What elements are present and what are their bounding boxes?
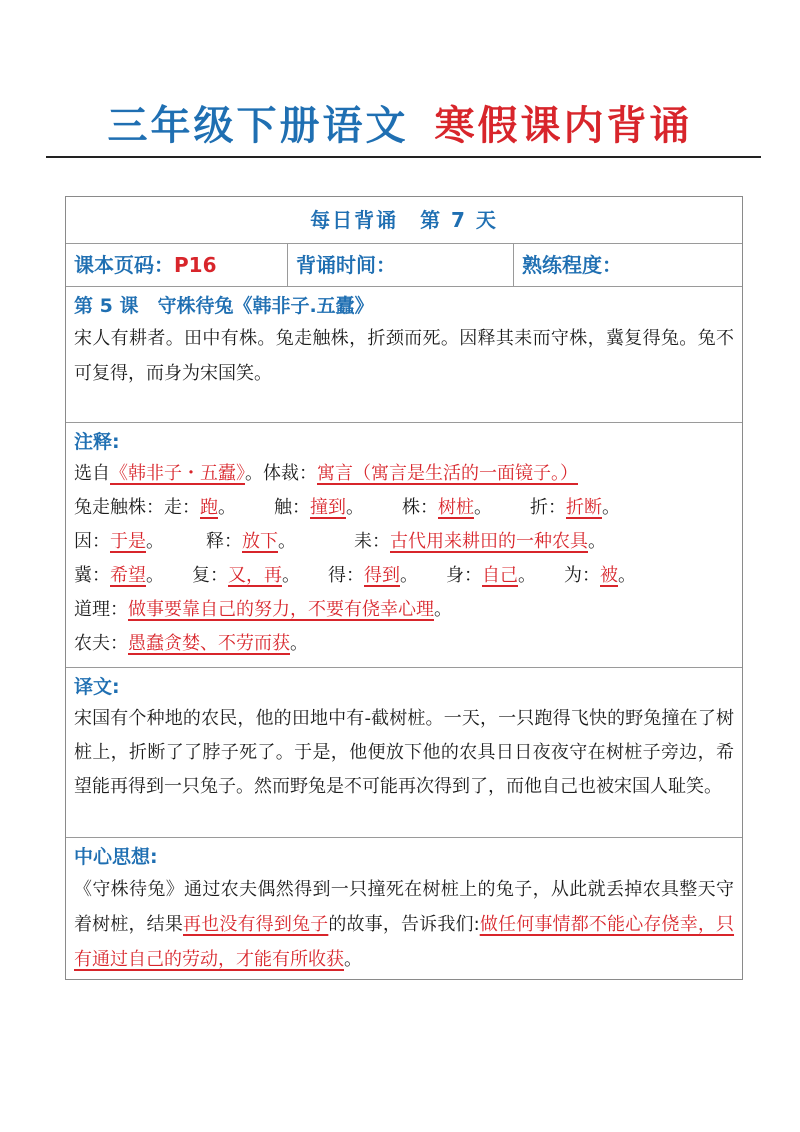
daily-title: 每日背诵 第 7 天 [66, 197, 742, 244]
genre-value: 寓言（寓言是生活的一面镜子。） [317, 463, 578, 484]
central-idea-heading: 中心思想: [74, 846, 158, 868]
period: 。 [474, 497, 492, 518]
period: 。 [146, 565, 164, 586]
zhu-value: 树桩 [438, 497, 474, 518]
farmer-label: 农夫： [74, 633, 128, 654]
chu-value: 撞到 [310, 497, 346, 518]
shi-value: 放下 [242, 531, 278, 552]
zou-value: 跑 [200, 497, 218, 518]
genre-label: 。体裁： [245, 463, 317, 484]
period: 。 [400, 565, 418, 586]
moral-value: 做事要靠自己的努力，不要有侥幸心理 [128, 599, 434, 620]
lei-value: 古代用来耕田的一种农具 [390, 531, 588, 552]
title-underline [46, 156, 761, 158]
note-line-source [74, 457, 734, 491]
textbook-page-cell [66, 244, 288, 286]
note-line-4 [74, 559, 734, 593]
title-grade: 三年级下册语文 [107, 103, 409, 149]
page-title [0, 98, 800, 154]
recite-time-cell: 背诵时间： [288, 244, 514, 286]
period: 。 [434, 599, 452, 620]
title-theme: 寒假课内背诵 [434, 103, 693, 149]
central-part2: 再也没有得到兔子 [183, 914, 329, 935]
central-part3: 的故事，告诉我们: [328, 914, 480, 935]
yin-value: 于是 [110, 531, 146, 552]
period: 。 [588, 531, 606, 552]
period: 。 [518, 565, 536, 586]
wei-value: 被 [600, 565, 618, 586]
textbook-page-label: 课本页码： [74, 253, 174, 277]
mastery-cell: 熟练程度： [522, 253, 622, 277]
translation-section [66, 668, 742, 838]
central-part1: 《守株待兔》通过农夫偶然得到一只撞死在树桩上的兔子，从此就丢掉农具整天守着树桩，结果 [74, 879, 734, 935]
wei-label: 为： [564, 565, 600, 586]
shi-label: 释： [206, 531, 242, 552]
lesson-heading: 第 5 课 守株待兔《韩非子.五蠹》 [74, 295, 374, 317]
lesson-text: 宋人有耕者。田中有株。兔走触株，折颈而死。因释其耒而守株，冀复得兔。兔不可复得，而身为宋国笑。 [74, 328, 734, 384]
note-line-farmer [74, 627, 734, 661]
zhe-label: 折： [530, 497, 566, 518]
note-line-2 [74, 491, 734, 525]
note-line-moral [74, 593, 734, 627]
de-value: 得到 [364, 565, 400, 586]
ji-value: 希望 [110, 565, 146, 586]
zou-label: 走： [164, 497, 200, 518]
period: 。 [218, 497, 236, 518]
central-idea-text [74, 872, 734, 977]
zhu-label: 株： [402, 497, 438, 518]
notes-heading: 注释: [74, 431, 120, 453]
period: 。 [278, 531, 296, 552]
central-idea-section [66, 838, 742, 977]
source-label: 选自 [74, 463, 110, 484]
translation-heading: 译文: [74, 676, 120, 698]
textbook-page-value: P16 [174, 253, 217, 277]
period: 。 [146, 531, 164, 552]
shen-value: 自己 [482, 565, 518, 586]
source-value: 《韩非子・五蠹》 [110, 463, 245, 484]
ji-label: 冀： [74, 565, 110, 586]
recitation-card [65, 196, 743, 980]
shen-label: 身： [446, 565, 482, 586]
period: 。 [290, 633, 308, 654]
lesson-section [66, 287, 742, 423]
zhe-value: 折断 [566, 497, 602, 518]
central-part4: 做任何事情都不能心存侥幸，只有通过自己的劳动，才能有所收获 [74, 914, 735, 970]
line2-lead: 兔走触株： [74, 497, 164, 518]
chu-label: 触： [274, 497, 310, 518]
period: 。 [346, 497, 364, 518]
period: 。 [602, 497, 620, 518]
note-line-3 [74, 525, 734, 559]
lei-label: 耒： [354, 531, 390, 552]
meta-row [66, 244, 742, 287]
period: 。 [618, 565, 636, 586]
yin-label: 因： [74, 531, 110, 552]
translation-text: 宋国有个种地的农民，他的田地中有-截树桩。一天，一只跑得飞快的野兔撞在了树桩上，折断了了脖子死了。于是，他便放下他的农具日日夜夜守在树桩子旁边，希望能再得到一只兔子。然而野兔是不可能再次得到了，而他自己也被宋国人耻笑。 [74, 708, 734, 797]
period: 。 [282, 565, 300, 586]
notes-section [66, 423, 742, 668]
fu-value: 又，再 [228, 565, 282, 586]
fu-label: 复： [192, 565, 228, 586]
central-part5: 。 [344, 949, 362, 970]
farmer-value: 愚蠢贪婪、不劳而获 [128, 633, 290, 654]
moral-label: 道理： [74, 599, 128, 620]
de-label: 得： [328, 565, 364, 586]
